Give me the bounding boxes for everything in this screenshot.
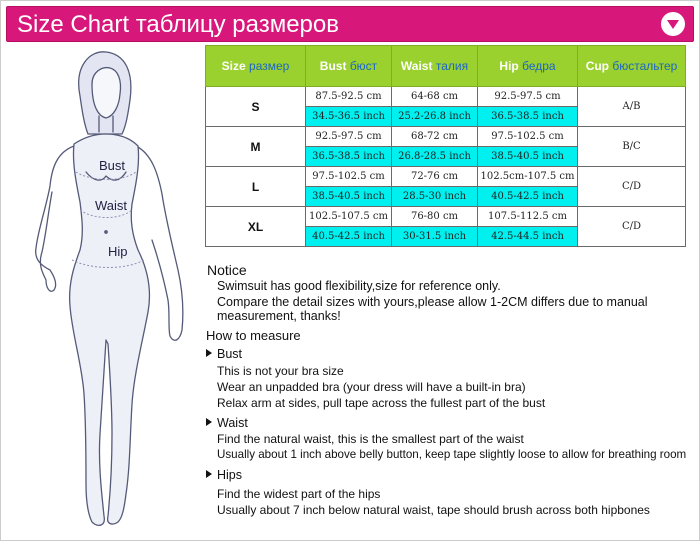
bust-instruction-line: This is not your bra size: [217, 364, 344, 378]
waist-instruction-line: Usually about 1 inch above belly button, keep tape slightly loose to allow for breathing room: [217, 448, 687, 461]
header-bar: [6, 6, 694, 42]
hip-inch-cell: 40.5-42.5 inch: [478, 187, 578, 207]
waist-label: Waist: [95, 198, 128, 213]
hip-cm-cell: 97.5-102.5 cm: [478, 127, 578, 147]
bullet-arrow-icon: [206, 418, 212, 426]
table-row: [206, 87, 686, 107]
waist-cm-cell: 72-76 cm: [392, 167, 478, 187]
size-cell: S: [206, 87, 306, 127]
cup-cell: C/D: [578, 207, 686, 247]
bust-inch-cell: 38.5-40.5 inch: [306, 187, 392, 207]
waist-inch-cell: 25.2-26.8 inch: [392, 107, 478, 127]
column-header-bust: Bust бюст: [306, 46, 392, 87]
bust-inch-cell: 34.5-36.5 inch: [306, 107, 392, 127]
hips-instruction-line: Usually about 7 inch below natural waist, tape should brush across both hipbones: [217, 503, 650, 517]
bust-cm-cell: 92.5-97.5 cm: [306, 127, 392, 147]
howto-heading: How to measure: [206, 328, 301, 343]
bust-instruction-line: Relax arm at sides, pull tape across the fullest part of the bust: [217, 396, 546, 410]
size-cell: L: [206, 167, 306, 207]
notice-line: Compare the detail sizes with yours,please allow 1-2CM differs due to manual: [217, 295, 648, 309]
size-cell: XL: [206, 207, 306, 247]
bust-label: Bust: [99, 158, 126, 173]
hip-cm-cell: 92.5-97.5 cm: [478, 87, 578, 107]
bust-instruction-line: Wear an unpadded bra (your dress will have a built-in bra): [217, 380, 526, 394]
bust-inch-cell: 36.5-38.5 inch: [306, 147, 392, 167]
hips-instruction-line: Find the widest part of the hips: [217, 487, 381, 501]
notice-line: Swimsuit has good flexibility,size for reference only.: [217, 279, 501, 293]
body-outline-illustration: [2, 44, 202, 534]
cup-cell: C/D: [578, 167, 686, 207]
cup-cell: A/B: [578, 87, 686, 127]
column-header-cup: Cup бюстальтер: [578, 46, 686, 87]
body-figure: [2, 44, 202, 534]
cup-cell: B/C: [578, 127, 686, 167]
hip-inch-cell: 42.5-44.5 inch: [478, 227, 578, 247]
waist-cm-cell: 68-72 cm: [392, 127, 478, 147]
bust-inch-cell: 40.5-42.5 inch: [306, 227, 392, 247]
size-table: [205, 45, 686, 247]
waist-cm-cell: 76-80 cm: [392, 207, 478, 227]
bust-cm-cell: 102.5-107.5 cm: [306, 207, 392, 227]
column-header-hip: Hip бедра: [478, 46, 578, 87]
table-header-row: [206, 46, 686, 87]
bust-section-heading: Bust: [206, 347, 242, 361]
bust-cm-cell: 97.5-102.5 cm: [306, 167, 392, 187]
bust-cm-cell: 87.5-92.5 cm: [306, 87, 392, 107]
triangle-down-icon: [667, 20, 679, 29]
waist-cm-cell: 64-68 cm: [392, 87, 478, 107]
notice-line: measurement, thanks!: [217, 309, 341, 323]
hip-inch-cell: 36.5-38.5 inch: [478, 107, 578, 127]
dropdown-button[interactable]: [661, 12, 685, 36]
bullet-arrow-icon: [206, 470, 212, 478]
column-header-size: Size размер: [206, 46, 306, 87]
waist-inch-cell: 28.5-30 inch: [392, 187, 478, 207]
column-header-waist: Waist талия: [392, 46, 478, 87]
table-row: [206, 207, 686, 227]
page-title: Size Chart таблицу размеров: [17, 11, 339, 38]
notice-heading: Notice: [207, 262, 247, 278]
waist-instruction-line: Find the natural waist, this is the smallest part of the waist: [217, 432, 524, 446]
waist-inch-cell: 30-31.5 inch: [392, 227, 478, 247]
waist-inch-cell: 26.8-28.5 inch: [392, 147, 478, 167]
size-cell: M: [206, 127, 306, 167]
hip-inch-cell: 38.5-40.5 inch: [478, 147, 578, 167]
hip-cm-cell: 102.5cm-107.5 cm: [478, 167, 578, 187]
waist-section-heading: Waist: [206, 416, 248, 430]
table-row: [206, 167, 686, 187]
hip-label: Hip: [108, 244, 128, 259]
hips-section-heading: Hips: [206, 468, 242, 482]
bullet-arrow-icon: [206, 349, 212, 357]
table-row: [206, 127, 686, 147]
hip-cm-cell: 107.5-112.5 cm: [478, 207, 578, 227]
